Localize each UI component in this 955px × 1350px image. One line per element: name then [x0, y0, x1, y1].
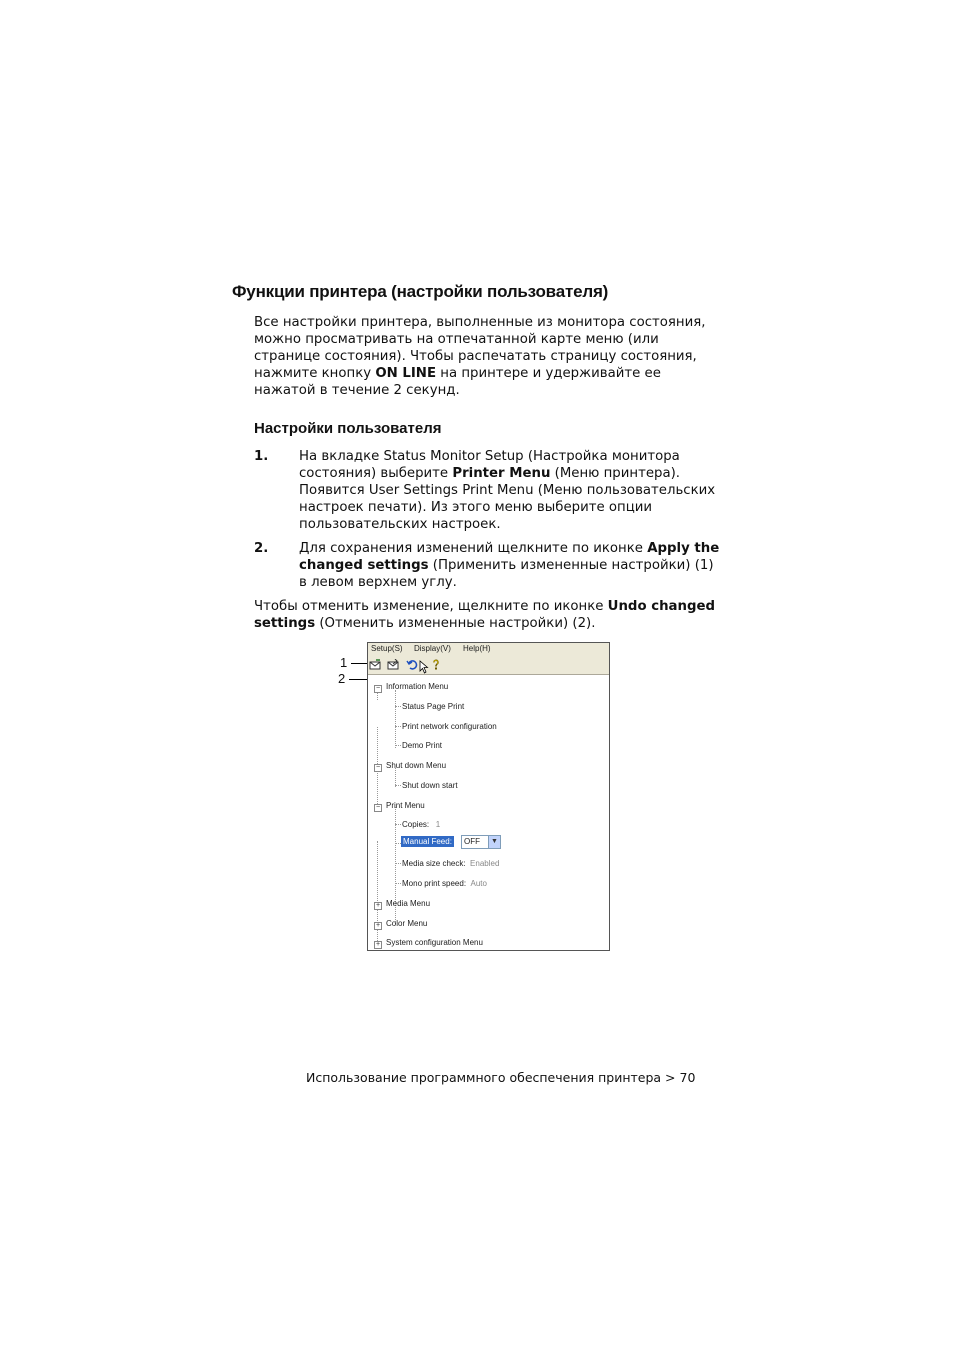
menu-help[interactable]: Help(H): [463, 644, 491, 653]
apply-settings-icon-2[interactable]: [387, 659, 399, 670]
tree-copies[interactable]: Copies: 1: [402, 820, 441, 829]
tree-information-menu[interactable]: Information Menu: [386, 682, 449, 691]
tree-shut-down-menu[interactable]: Shut down Menu: [386, 761, 447, 770]
undo-paragraph: Чтобы отменить изменение, щелкните по иконке Undo changed settings (Отменить измененные настройки) (2).: [254, 599, 716, 631]
tree-print-menu[interactable]: Print Menu: [386, 801, 425, 810]
undo-icon[interactable]: [406, 659, 418, 670]
on-line-button-name: ON LINE: [375, 366, 437, 381]
collapse-icon[interactable]: −: [375, 764, 381, 771]
menu-setup[interactable]: Setup(S): [371, 644, 403, 653]
expand-icon[interactable]: +: [375, 922, 381, 929]
mouse-cursor-icon: [419, 660, 429, 674]
help-icon[interactable]: [430, 659, 442, 670]
status-monitor-window: [367, 642, 610, 951]
step-1-number: 1.: [254, 449, 269, 464]
intro-paragraph: Все настройки принтера, выполненные из монитора состояния, можно просматривать на отпечатанной карте меню (или странице состояния). Чтобы распечатать страницу состояния, нажмите кнопку ON LINE на принтере и удерживайте ее нажатой в течение 2 секунд.: [254, 315, 706, 398]
tree-shut-down-start[interactable]: Shut down start: [402, 781, 458, 790]
tree-media-menu[interactable]: Media Menu: [386, 899, 431, 908]
tree-status-page-print[interactable]: Status Page Print: [402, 702, 465, 711]
collapse-icon[interactable]: −: [375, 804, 381, 811]
subsection-heading: Настройки пользователя: [254, 420, 442, 437]
expand-icon[interactable]: +: [375, 941, 381, 948]
toolbar: [368, 656, 609, 675]
tree-manual-feed[interactable]: Manual Feed:: [403, 837, 452, 846]
callout-2-label: 2: [338, 671, 346, 686]
menu-bar: [368, 643, 609, 656]
tree-print-network-configuration[interactable]: Print network configuration: [402, 722, 497, 731]
page-footer: Использование программного обеспечения принтера > 70: [306, 1070, 696, 1085]
chevron-down-icon[interactable]: ▼: [488, 836, 500, 848]
step-2-text: Для сохранения изменений щелкните по иконке Apply the changed settings (Применить измененные настройки) (1) в левом верхнем углу.: [299, 541, 720, 590]
step-1-text: На вкладке Status Monitor Setup (Настройка монитора состояния) выберите Printer Menu (Меню принтера). Появится User Settings Print Menu (Меню пользовательских настроек печати). Из этого меню выберите опции пользовательских настроек.: [299, 449, 716, 532]
step-2-number: 2.: [254, 541, 269, 556]
tree-demo-print[interactable]: Demo Print: [402, 741, 443, 750]
tree-mono-print-speed[interactable]: Mono print speed: Auto: [402, 879, 487, 888]
menu-display[interactable]: Display(V): [414, 644, 451, 653]
tree-color-menu[interactable]: Color Menu: [386, 919, 428, 928]
expand-icon[interactable]: +: [375, 902, 381, 909]
callout-1-label: 1: [340, 655, 348, 670]
apply-settings-icon[interactable]: [369, 659, 381, 670]
collapse-icon[interactable]: −: [375, 685, 381, 692]
tree-system-configuration-menu[interactable]: System configuration Menu: [386, 938, 483, 947]
manual-feed-select[interactable]: OFF ▼: [461, 835, 501, 849]
section-heading: Функции принтера (настройки пользователя): [232, 282, 609, 301]
tree-media-size-check[interactable]: Media size check: Enabled: [402, 859, 500, 868]
